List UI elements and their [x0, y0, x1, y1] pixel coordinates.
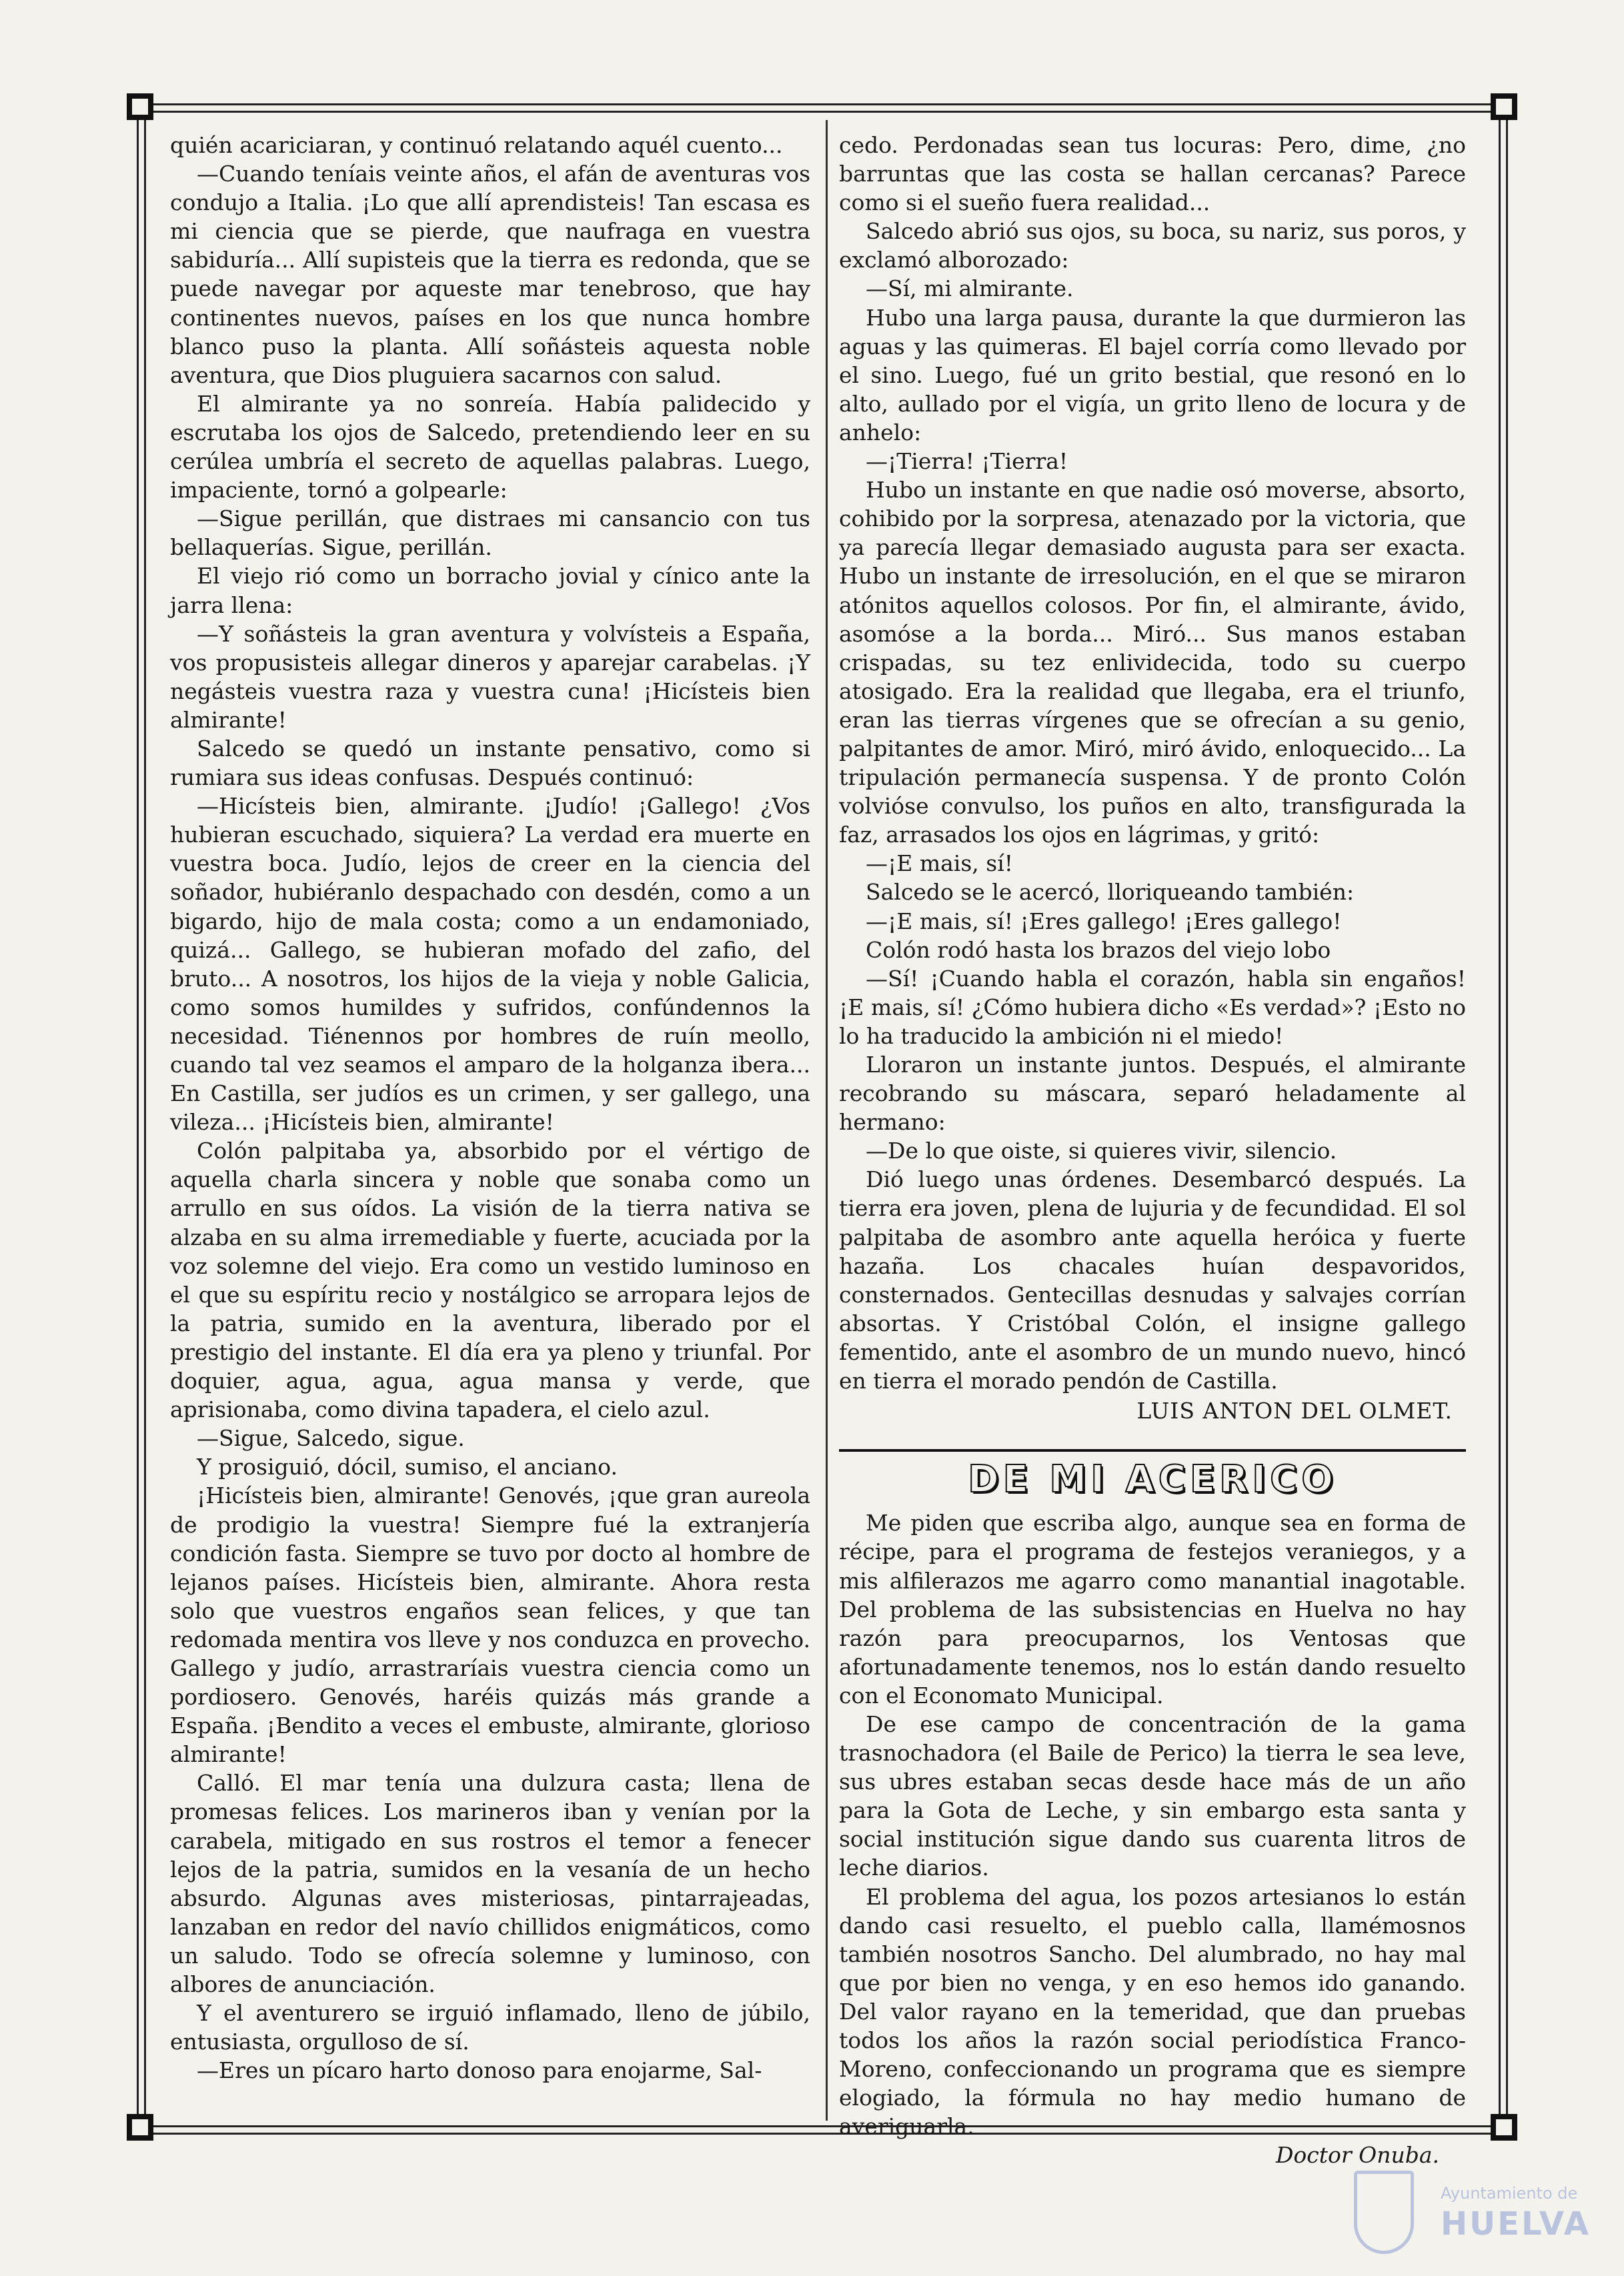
city-logo-watermark	[1354, 2171, 1591, 2257]
paragraph: El viejo rió como un borracho jovial y cínico ante la jarra llena:	[170, 563, 810, 618]
section-rule	[839, 1449, 1466, 1452]
frame-right-border	[1499, 115, 1508, 2122]
frame-corner-ornament	[1491, 93, 1517, 120]
paragraph: —Sí, mi almirante.	[866, 275, 1074, 302]
frame-left-border	[137, 115, 146, 2122]
story-continuation	[839, 131, 1466, 1395]
left-column	[170, 131, 810, 2085]
paragraph: Lloraron un instante juntos. Después, el almirante recobrando su máscara, separó heladamente al hermano:	[839, 1052, 1466, 1136]
section-body	[839, 1508, 1466, 2141]
paragraph: —Y soñásteis la gran aventura y volvísteis a España, vos propusisteis allegar dineros y aparejar carabelas. ¡Y negásteis vuestra raza y vuestra cuna! ¡Hicísteis bien almirante!	[170, 620, 810, 733]
watermark-line1: Ayuntamiento de	[1441, 2184, 1578, 2203]
watermark-line2: HUELVA	[1441, 2205, 1591, 2243]
paragraph: Colón rodó hasta los brazos del viejo lobo	[866, 936, 1331, 963]
section-title: DE MI ACERICO	[968, 1458, 1337, 1502]
paragraph: cedo. Perdonadas sean tus locuras: Pero, dime, ¿no barruntas que las costa se hallan cercanas? Parece como si el sueño fuera realidad...	[839, 132, 1466, 216]
story-signature: LUIS ANTON DEL OLMET.	[1136, 1398, 1453, 1424]
paragraph: —¡Tierra! ¡Tierra!	[866, 448, 1068, 475]
paragraph: —¡E mais, sí! ¡Eres gallego! ¡Eres gallego!	[866, 908, 1342, 934]
frame-corner-ornament	[127, 93, 153, 120]
paragraph: quién acariciaran, y continuó relatando aquél cuento...	[170, 132, 783, 158]
paragraph: —¡E mais, sí!	[866, 850, 1014, 877]
paragraph: —Hicísteis bien, almirante. ¡Judío! ¡Gallego! ¿Vos hubieran escuchado, siquiera? La verdad era muerte en vuestra boca. Judío, lejos de creer en la ciencia del soñador, hubiéranlo despachado con desdén, como a un bigardo, hijo de mala costa; como a un endamoniado, quizá... Gallego, se hubieran mofado del zafio, del bruto... A nosotros, los hijos de la vieja y noble Galicia, como somos humildes y sufridos, confúndennos la necesidad. Tiénennos por hombres de ruín meollo, cuando tal vez seamos el amparo de la holganza ibera... En Castilla, ser judíos es un crimen, y ser gallego, una vileza... ¡Hicísteis bien, almirante!	[170, 793, 810, 1136]
paragraph: —De lo que oiste, si quieres vivir, silencio.	[866, 1138, 1337, 1164]
paragraph: —Cuando teníais veinte años, el afán de aventuras vos condujo a Italia. ¡Lo que allí aprendisteis! Tan escasa es mi ciencia que se pierde, que naufraga en vuestra sabiduría... Allí supisteis que la tierra es redonda, que se puede navegar por aqueste mar tenebroso, que hay continentes nuevos, países en los que nunca hombre blanco puso la planta. Allí soñásteis aquesta noble aventura, que Dios pluguiera sacarnos con salud.	[170, 161, 810, 388]
paragraph: —Eres un pícaro harto donoso para enojarme, Sal-	[197, 2057, 762, 2084]
paragraph: Hubo una larga pausa, durante la que durmieron las aguas y las quimeras. El bajel corría como llevado por el sino. Luego, fué un grito bestial, que resonó en lo alto, aullado por el vigía, un grito lleno de locura y de anhelo:	[839, 304, 1466, 445]
paragraph: —Sigue, Salcedo, sigue.	[197, 1425, 465, 1452]
frame-corner-ornament	[127, 2114, 153, 2141]
paragraph: ¡Hicísteis bien, almirante! Genovés, ¡que gran aureola de prodigio la vuestra! Siempre fué la extranjería condición fasta. Siempre se tuvo por docto al hombre de lejanos países. Hicísteis bien, almirante. Ahora resta solo que vuestros engaños sean felices, y que tan redomada mentira vos lleve y nos conduzca en provecho. Gallego y judío, arrastraríais vuestra ciencia como un pordiosero. Genovés, haréis quizás más grande a España. ¡Bendito a veces el embuste, almirante, glorioso almirante!	[170, 1482, 810, 1768]
paragraph: El almirante ya no sonreía. Había palidecido y escrutaba los ojos de Salcedo, pretendiendo leer en su cerúlea umbría el secreto de aquellas palabras. Luego, impaciente, tornó a golpearle:	[170, 390, 810, 503]
paragraph: Salcedo se le acercó, lloriqueando también:	[866, 879, 1355, 906]
paragraph: Calló. El mar tenía una dulzura casta; llena de promesas felices. Los marineros iban y venían por la carabela, mitigado en sus rostros el temor a fenecer lejos de la patria, sumidos en la vesanía de un hecho absurdo. Algunas aves misteriosas, pintarrajeadas, lanzaban en redor del navío chillidos enigmáticos, como un saludo. Todo se ofrecía solemne y luminoso, con albores de anunciación.	[170, 1770, 810, 1997]
paragraph: De ese campo de concentración de la gama trasnochadora (el Baile de Perico) la tierra le sea leve, sus ubres estaban secas desde hace más de un año para la Gota de Leche, y sin embargo esta santa y social institución sigue dando sus cuarenta litros de leche diarios.	[839, 1711, 1466, 1881]
frame-top-border	[140, 103, 1504, 113]
paragraph: Salcedo se quedó un instante pensativo, como si rumiara sus ideas confusas. Después continuó:	[170, 735, 810, 791]
paragraph: Hubo un instante en que nadie osó moverse, absorto, cohibido por la sorpresa, atenazado por la victoria, que ya parecía llegar demasiado augusta para ser exacta. Hubo un instante de irresolución, en el que se miraron atónitos aquellos colosos. Por fin, el almirante, ávido, asomóse a la borda... Miró... Sus manos estaban crispadas, su tez enlividecida, todo su cuerpo atosigado. Era la realidad que llegaba, era el triunfo, eran las tierras vírgenes que se ofrecían a su genio, palpitantes de amor. Miró, miró ávido, enloquecido... La tripulación permanecía suspensa. Y de pronto Colón volvióse convulso, los puños en alto, transfigurada la faz, arrasados los ojos en lágrimas, y gritó:	[839, 477, 1466, 848]
paragraph: —Sí! ¡Cuando habla el corazón, habla sin engaños! ¡E mais, sí! ¿Cómo hubiera dicho «Es verdad»? ¡Esto no lo ha traducido la ambición ni el miedo!	[839, 965, 1466, 1049]
paragraph: Dió luego unas órdenes. Desembarcó después. La tierra era joven, plena de lujuria y de fecundidad. El sol palpitaba de asombro ante aquella heróica y fuerte hazaña. Los chacales huían despavoridos, consternados. Gentecillas desnudas y salvajes corrían absortas. Y Cristóbal Colón, el insigne gallego fementido, ante el asombro de un mundo nuevo, hincó en tierra el morado pendón de Castilla.	[839, 1166, 1466, 1394]
section-author: Doctor Onuba.	[1275, 2142, 1439, 2169]
paragraph: Me piden que escriba algo, aunque sea en forma de récipe, para el programa de festejos veraniegos, y a mis alfilerazos me agarro como manantial inagotable. Del problema de las subsistencias en Huelva no hay razón para preocuparnos, los Ventosas que afortunadamente tenemos, nos lo están dando resuelto con el Economato Municipal.	[839, 1510, 1466, 1709]
shield-icon	[1354, 2171, 1414, 2254]
right-column	[839, 131, 1466, 2169]
paragraph: El problema del agua, los pozos artesianos lo están dando casi resuelto, el pueblo calla, llamémosnos también nosotros Sancho. Del alumbrado, no hay mal que por bien no venga, y en eso hemos ido ganando. Del valor rayano en la temeridad, que dan pruebas todos los años la razón social periodística Franco-Moreno, confeccionando un programa que es siempre elogiado, la fórmula no hay medio humano de averiguarla.	[839, 1883, 1466, 2140]
paragraph: Y el aventurero se irguió inflamado, lleno de júbilo, entusiasta, orgulloso de sí.	[170, 2000, 810, 2055]
paragraph: Y prosiguió, dócil, sumiso, el anciano.	[197, 1454, 618, 1480]
paragraph: —Sigue perillán, que distraes mi cansancio con tus bellaquerías. Sigue, perillán.	[170, 505, 810, 561]
paragraph: Salcedo abrió sus ojos, su boca, su nariz, sus poros, y exclamó alborozado:	[839, 218, 1466, 273]
frame-corner-ornament	[1491, 2114, 1517, 2141]
column-divider	[826, 120, 828, 2121]
paragraph: Colón palpitaba ya, absorbido por el vértigo de aquella charla sincera y noble que sonaba como un arrullo en sus oídos. La visión de la tierra nativa se alzaba en su alma irremediable y fuerte, acuciada por la voz solemne del viejo. Era como un vestido luminoso en el que su espíritu recio y nostálgico se arropara lejos de la patria, sumido en la aventura, liberado por el prestigio del instante. El día era ya pleno y triunfal. Por doquier, agua, agua, agua mansa y verde, que aprisionaba, como divina tapadera, el cielo azul.	[170, 1138, 810, 1423]
